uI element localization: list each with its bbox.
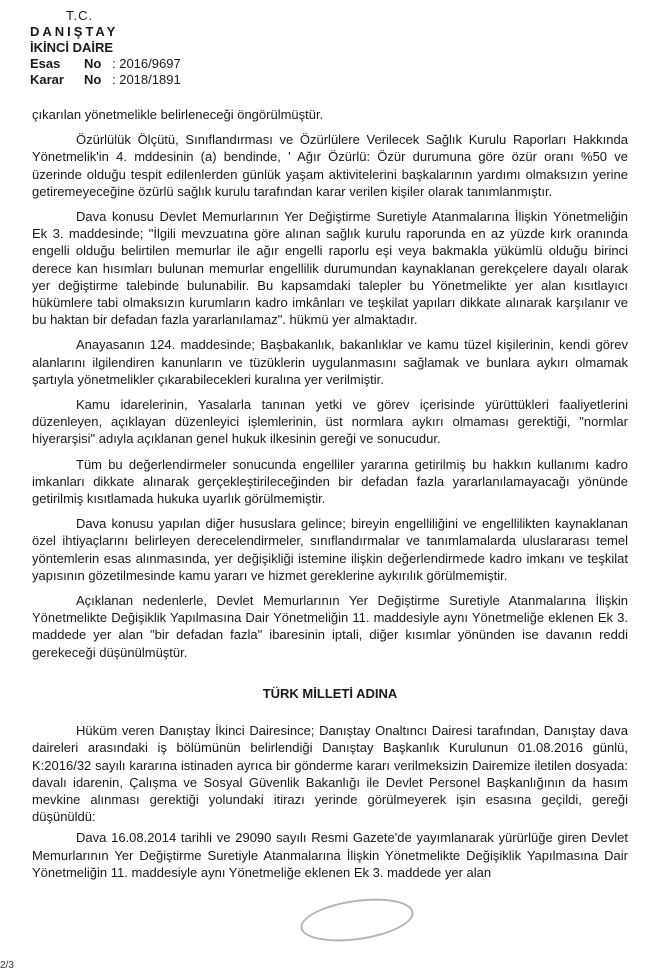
section-heading: TÜRK MİLLETİ ADINA <box>262 685 398 701</box>
paragraph: Kamu idarelerinin, Yasalarla tanınan yetki ve görev içerisinde yürüttükleri faaliyetlerini düzenleyen, açıklayan düzenleyici işlemlerinin, üst normlara aykırı olmaması gerektiği, "normlar hiyerarşisi" adıyla açıklanan genel hukuk ilkesinin gereği ve sonucudur. <box>32 397 628 447</box>
court-name: DANIŞTAY <box>30 24 119 39</box>
esas-value: : 2016/9697 <box>112 56 181 71</box>
paragraph-continuation: çıkarılan yönetmelikle belirleneceği öngörülmüştür. <box>32 107 324 122</box>
karar-key: Karar <box>30 72 64 87</box>
document-body <box>32 106 628 885</box>
corner-mark: 2/3 <box>0 960 14 971</box>
karar-row <box>30 72 181 88</box>
paragraph: Anayasanın 124. maddesinde; Başbakanlık, bakanlıklar ve kamu tüzel kişilerinin, kendi görev alanlarını ilgilendiren kanunların ve tüzüklerin uygulanmasını sağlamak ve bunlara aykırı olmamak şartıyla yönetmelikler çıkarabilecekleri kuralına yer verilmiştir. <box>32 337 628 387</box>
document-header <box>30 8 181 88</box>
esas-no-label: No <box>84 56 102 71</box>
paragraph: Açıklanan nedenlerle, Devlet Memurlarının Yer Değiştirme Suretiyle Atanmalarına İlişkin Yönetmelikte Değişiklik Yapılmasına Dair Yönetmeliğin 11. maddesiyle aynı Yönetmeliğe eklenen Ek 3. maddede yer alan "bir defadan fazla" ibaresinin iptali, diğer kısımlar yönünden ise davanın reddi gerekeceği düşünülmüştür. <box>32 593 628 660</box>
chamber-name: İKİNCİ DAİRE <box>30 40 114 55</box>
paragraph: Dava konusu Devlet Memurlarının Yer Değiştirme Suretiyle Atanmalarına İlişkin Yönetmeliğin Ek 3. maddesinde; "İlgili mevzuatına göre alınan sağlık kurulu raporunda en az yüzde kırk oranında engelli olduğu belirtilen memurlar ile ağır engelli raporlu eşi veya bakmakla yükümlü olduğu birinci derece kan hısımları bulunan memurlar engellilik durumundan kaynaklanan gerekçelere dayalı olarak yer değiştirme talebinde bulunabilir. Bu kapsamdaki talepler bu Yönetmelikte yer alan kısıtlayıcı hükümlere tabi olmaksızın kurumların kadro imkânları ve teşkilat yapıları dikkate alınarak karşılanır ve bu haktan bir defadan fazla yararlanılamaz". hükmü yer almaktadır. <box>32 209 628 328</box>
paragraph: Hüküm veren Danıştay İkinci Dairesince; Danıştay Onaltıncı Dairesi tarafından, Danıştay dava daireleri arasındaki iş bölümünün belirlendiği Danıştay Başkanlık Kurulunun 01.08.2016 günlü, K:2016/32 sayılı kararına istinaden ayrıca bir gönderme kararı verilmeksizin Dairemize iletilen dosyada: davalı idarenin, Çalışma ve Sosyal Güvenlik Bakanlığı ile Devlet Personel Başkanlığının da hasım mevkine alınması gerektiği yolundaki itirazı yerinde görülmeyerek işin esasına geçildi, gereği düşünüldü: <box>32 723 628 825</box>
paragraph: Tüm bu değerlendirmeler sonucunda engelliler yararına getirilmiş bu hakkın kullanımı kadro imkanları dikkate alınarak gerçekleştirileceğinden bir defadan fazla yararlanılamayacağı yönünde getirilmiş kısıtlamada hukuka uyarlık görülmemiştir. <box>32 456 628 507</box>
paragraph: Dava konusu yapılan diğer hususlara gelince; bireyin engelliliğini ve engellilikten kaynaklanan özel ihtiyaçlarını belirleyen derecelendirmeler, sınıflandırmalar ve tanımlamalarda uluslararası temel yöntemlerin esas alınmasında, yer değişikliği istemine ilişkin değerlendirmede kadro imkanı ve teşkilat yapısının gözetilmesinde kamu yararı ve hizmet gereklerine aykırılık görülmemiştir. <box>32 516 628 583</box>
paragraph: Özürlülük Ölçütü, Sınıflandırması ve Özürlülere Verilecek Sağlık Kurulu Raporları Hakkında Yönetmelik'in 4. mddesinin (a) bendinde, ' Ağır Özürlü: Özür durumuna göre özür oranı %50 ve üzerinde olduğu tespit edilenlerden günlük yaşam aktivitelerini başkalarının yardımı olmaksızın yerine getiremeyeceğine özürlü sağlık kurulu tarafından karar verilen kişiler olarak tanımlanmıştır. <box>32 132 628 199</box>
karar-value: : 2018/1891 <box>112 72 181 87</box>
stamp-mark <box>298 892 416 947</box>
karar-no-label: No <box>84 72 102 87</box>
esas-row <box>30 56 181 72</box>
tc-label: T.C. <box>66 8 94 23</box>
esas-key: Esas <box>30 56 61 71</box>
paragraph: Dava 16.08.2014 tarihli ve 29090 sayılı Resmi Gazete'de yayımlanarak yürürlüğe giren Devlet Memurlarının Yer Değiştirme Suretiyle Atanmalarına İlişkin Yönetmelikte Değişiklik Yapılmasına Dair Yönetmeliğin 11. maddesiyle aynı Yönetmeliğe eklenen Ek 3. maddede yer alan <box>32 830 628 880</box>
